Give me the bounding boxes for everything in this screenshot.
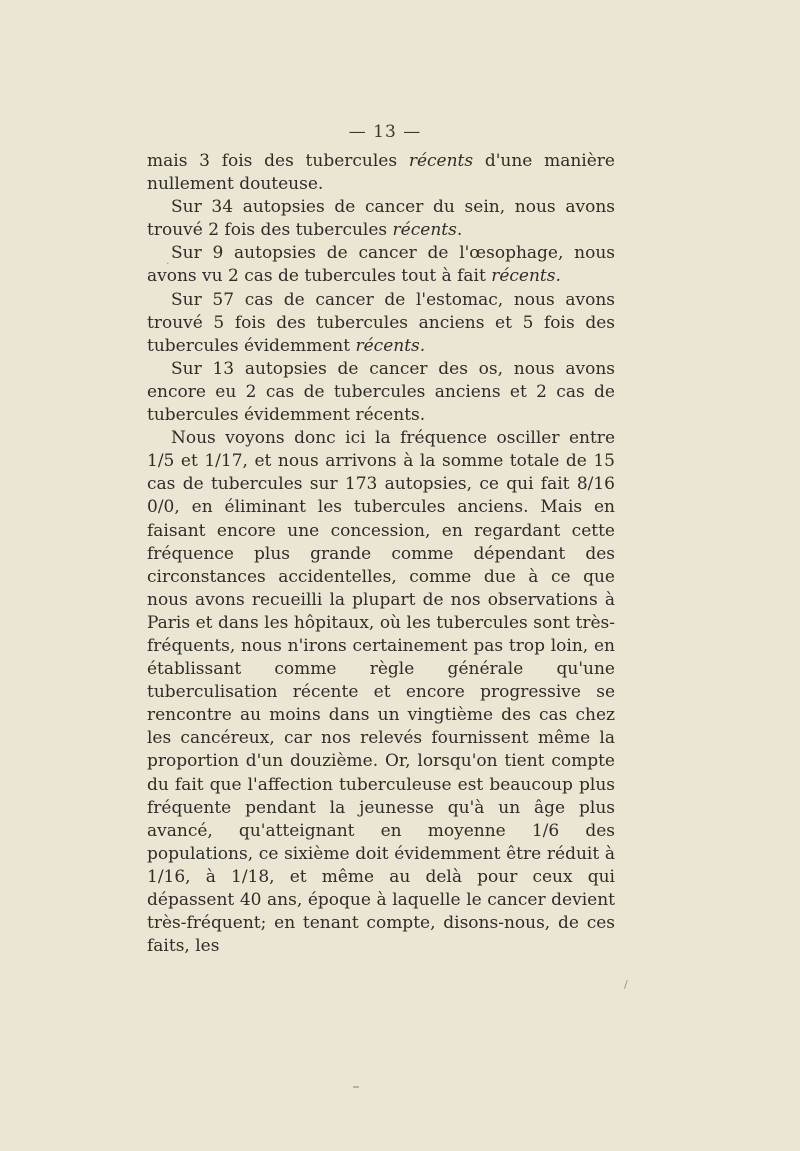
text-run: Sur 13 autopsies de cancer des os, nous avons encore eu 2 cas de tubercules anciens et 2 cas de tubercules évidemment récents. (147, 358, 615, 426)
text-run: Sur 57 cas de cancer de l'estomac, nous avons trouvé 5 fois des tubercules anciens et 5 fois des tubercules évidemment (147, 289, 615, 356)
pencil-mark-icon: / (624, 978, 628, 991)
paragraph-5 (147, 358, 615, 427)
body-text (147, 150, 615, 958)
italic-text-run: récents (392, 220, 457, 241)
text-run: Nous voyons donc ici la fréquence osciller entre 1/5 et 1/17, et nous arrivons à la somme totale de 15 cas de tubercules sur 173 autopsies, ce qui fait 8/16 0/0, en éliminant les tubercules anciens. Mais en faisant encore une concession, en regardant cette fréquence plus grande comme dépendant des circonstances accidentelles, comme due à ce que nous avons recueilli la plupart de nos observations à Paris et dans les hôpitaux, où les tubercules sont très-fréquents, nous n'irons certainement pas trop loin, en établissant comme règle générale qu'une tuberculisation récente et encore progressive se rencontre au moins dans un vingtième des cas chez les cancéreux, car nos relevés fournissent même la proportion d'un douzième. Or, lorsqu'on tient compte du fait que l'affection tuberculeuse est beaucoup plus fréquente pendant la jeunesse qu'à un âge plus avancé, qu'atteignant en moyenne 1/6 des populations, ce sixième doit évidemment être réduit à 1/16, à 1/18, et même au delà pour ceux qui dépassent 40 ans, époque à laquelle le cancer devient très-fréquent; en tenant compte, disons-nous, de ces faits, les (147, 428, 615, 957)
paragraph-3 (147, 242, 615, 288)
text-run: d'une manière nullement douteuse. (147, 151, 615, 195)
text-run: Sur 9 autopsies de cancer de l'œsophage, nous avons vu 2 cas de tubercules tout à fait (147, 243, 615, 287)
italic-text-run: récents. (355, 335, 426, 356)
paragraph-2 (147, 196, 615, 242)
paragraph-4 (147, 289, 615, 358)
paragraph-1 (147, 150, 615, 196)
text-run: . (456, 220, 463, 241)
paper-mark (353, 1086, 359, 1088)
ink-mark-icon: · (166, 257, 170, 270)
italic-text-run: récents (408, 151, 474, 171)
text-run: Sur 34 autopsies de cancer du sein, nous avons trouvé 2 fois des tubercules (147, 197, 615, 241)
text-run: mais 3 fois des tubercules (147, 151, 409, 171)
paragraph-6 (147, 427, 615, 958)
page-number: — 13 — (348, 122, 422, 142)
italic-text-run: récents. (491, 266, 561, 287)
